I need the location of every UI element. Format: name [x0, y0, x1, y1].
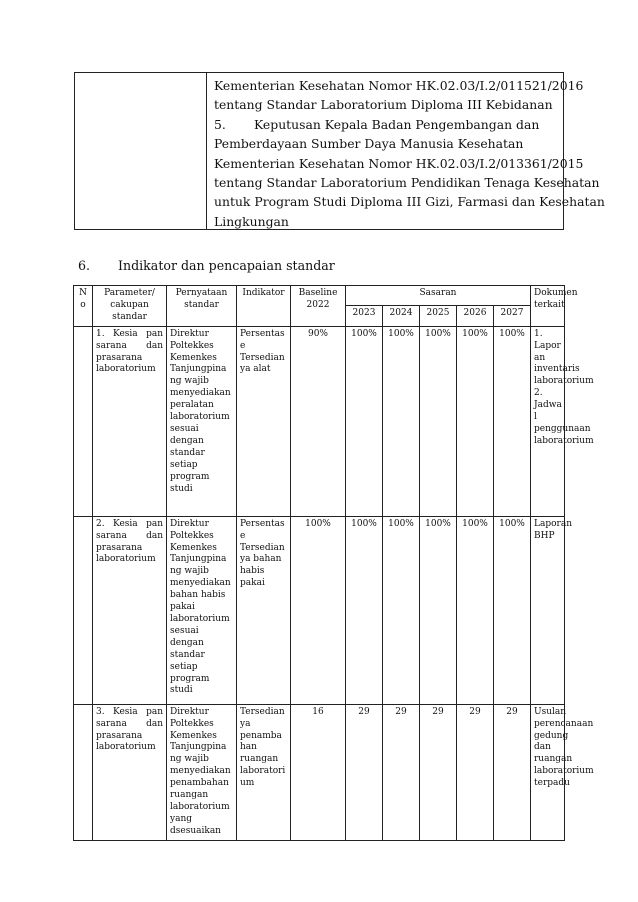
- header-year: 2025: [420, 306, 457, 326]
- cell-target: 29: [420, 704, 457, 840]
- cell-target: 29: [346, 704, 383, 840]
- cell-pernyataan: Direktur Poltekkes Kemenkes Tanjungpina ng wajib menyediakan bahan habis pakai laboratorium sesuai dengan standar setiap program studi: [167, 516, 237, 704]
- cell-target: 100%: [383, 326, 420, 516]
- header-year: 2027: [494, 306, 531, 326]
- cell-pernyataan: Direktur Poltekkes Kemenkes Tanjungpina ng wajib menyediakan peralatan laboratorium sesuai dengan standar setiap program studi: [167, 326, 237, 516]
- header-parameter: Parameter/ cakupan standar: [93, 286, 167, 327]
- cell-pernyataan: Direktur Poltekkes Kemenkes Tanjungpina ng wajib menyediakan penambahan ruangan laboratorium yang dsesuaikan: [167, 704, 237, 840]
- cell-target: 100%: [346, 516, 383, 704]
- regulation-text-cell: [214, 76, 605, 231]
- header-year: 2024: [383, 306, 420, 326]
- cell-target: 100%: [420, 516, 457, 704]
- indicator-table: [73, 285, 594, 841]
- cell-parameter: 2. Kesia pan sarana dan prasarana laboratorium: [93, 516, 167, 704]
- section-number: 6.: [78, 258, 91, 273]
- header-sasaran: Sasaran: [346, 286, 531, 306]
- header-dokumen: Dokumen terkait: [531, 286, 565, 327]
- text-line: tentang Standar Laboratorium Pendidikan Tenaga Kesehatan: [214, 175, 600, 191]
- cell-target: 29: [494, 704, 531, 840]
- text-line: Pemberdayaan Sumber Daya Manusia Kesehatan: [214, 136, 524, 152]
- section-title: Indikator dan pencapaian standar: [118, 258, 335, 273]
- text-line: Lingkungan: [214, 213, 289, 229]
- text-line: tentang Standar Laboratorium Diploma III Kebidanan: [214, 97, 553, 113]
- cell-indikator: Persentas e Tersedian ya bahan habis pakai: [237, 516, 291, 704]
- list-text: Keputusan Kepala Badan Pengembangan dan: [254, 116, 540, 132]
- column-divider: [206, 73, 207, 229]
- cell-target: 100%: [494, 326, 531, 516]
- header-pernyataan: Pernyataan standar: [167, 286, 237, 327]
- list-number: 5.: [214, 116, 226, 132]
- cell-indikator: Persentas e Tersedian ya alat: [237, 326, 291, 516]
- table-row: [74, 326, 565, 516]
- header-baseline: Baseline 2022: [291, 286, 346, 327]
- cell-dokumen: 1. Lapor an inventaris laboratorium 2. Jadwa l penggunaan laboratorium: [531, 326, 565, 516]
- text-line: Kementerian Kesehatan Nomor HK.02.03/I.2/011521/2016: [214, 78, 584, 93]
- table-row: [74, 516, 565, 704]
- text-line: Kementerian Kesehatan Nomor HK.02.03/I.2/013361/2015: [214, 155, 584, 171]
- header-indikator: Indikator: [237, 286, 291, 327]
- cell-indikator: Tersedian ya penamba han ruangan laboratori um: [237, 704, 291, 840]
- cell-parameter: 3. Kesia pan sarana dan prasarana laboratorium: [93, 704, 167, 840]
- cell-target: 100%: [420, 326, 457, 516]
- cell-target: 100%: [494, 516, 531, 704]
- text-line: [214, 115, 560, 134]
- cell-no: [74, 516, 93, 704]
- cell-target: 100%: [346, 326, 383, 516]
- cell-target: 29: [457, 704, 494, 840]
- cell-baseline: 90%: [291, 326, 346, 516]
- header-row: [74, 286, 565, 306]
- cell-target: 100%: [457, 516, 494, 704]
- cell-no: [74, 704, 93, 840]
- cell-baseline: 16: [291, 704, 346, 840]
- header-no: N o: [74, 286, 93, 327]
- header-year: 2023: [346, 306, 383, 326]
- cell-no: [74, 326, 93, 516]
- cell-baseline: 100%: [291, 516, 346, 704]
- previous-table-continuation: [74, 72, 605, 230]
- cell-target: 100%: [457, 326, 494, 516]
- text-line: untuk Program Studi Diploma III Gizi, Farmasi dan Kesehatan: [214, 194, 605, 210]
- cell-target: 29: [383, 704, 420, 840]
- header-year: 2026: [457, 306, 494, 326]
- cell-dokumen: Usulan perencanaan gedung dan ruangan laboratorium terpadu: [531, 704, 565, 840]
- cell-dokumen: Laporan BHP: [531, 516, 565, 704]
- table-row: [74, 704, 565, 840]
- section-heading: [78, 258, 335, 273]
- cell-parameter: 1. Kesia pan sarana dan prasarana laboratorium: [93, 326, 167, 516]
- cell-target: 100%: [383, 516, 420, 704]
